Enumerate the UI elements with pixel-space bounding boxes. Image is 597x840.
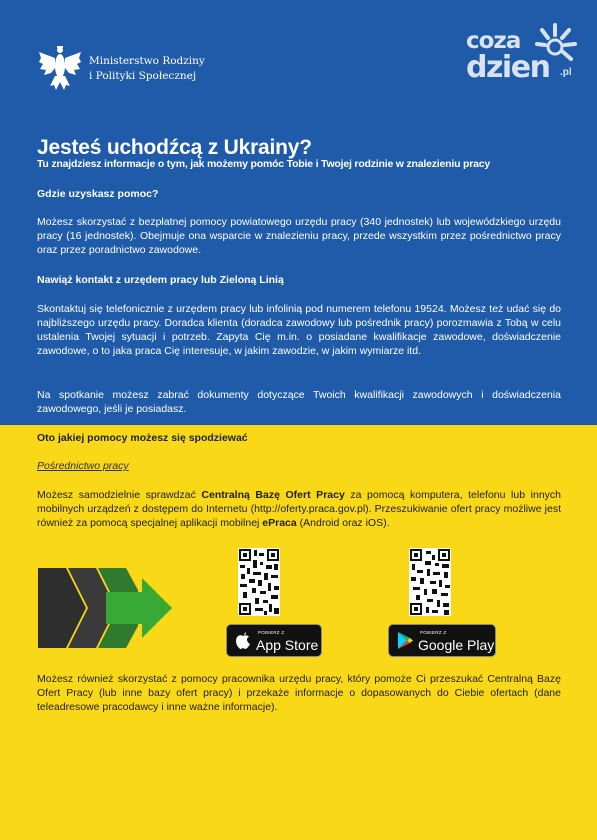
section1-heading: Gdzie uzyskasz pomoc?: [37, 188, 159, 200]
app-store-small-label: POBIERZ Z: [258, 630, 285, 635]
app-store-label: App Store: [256, 637, 319, 653]
section3-text: [37, 488, 561, 530]
central-job-base-label: Centralną Bazę Ofert Pracy: [201, 489, 345, 501]
brand-line1: coza: [466, 28, 521, 54]
ministry-name-line1: Ministerstwo Rodziny: [89, 55, 205, 67]
google-play-button[interactable]: [388, 624, 496, 657]
ministry-logo: [37, 44, 205, 94]
apple-icon: [235, 631, 251, 650]
section2-heading: Nawiąż kontakt z urzędem pracy lub Zieloną Linią: [37, 274, 284, 286]
ministry-name-line2: i Polityki Społecznej: [89, 70, 197, 82]
qr-code-icon: [238, 548, 280, 616]
google-play-small-label: POBIERZ Z: [420, 630, 447, 635]
arrows-graphic: [38, 568, 173, 648]
section3-text-c: za pomocą komputera, telefonu lub innych mobilnych urządzeń z dostępem do Internetu (http://oferty.praca.gov.pl). Przeszukiwanie ofert pracy możliwe jest również za pomocą specjalnej aplikacji mobilnej: [37, 489, 561, 529]
brand-logo: [466, 22, 578, 84]
qr-code-googleplay[interactable]: [409, 548, 451, 616]
section2-text2: Na spotkanie możesz zabrać dokumenty dotyczące Twoich kwalifikacji zawodowych i doświadczenia zawodowego, jeśli je posiadasz.: [37, 389, 561, 415]
page-subtitle: Tu znajdziesz informacje o tym, jak możemy pomóc Tobie i Twojej rodzinie w znalezieniu pracy: [37, 158, 491, 170]
section3-text-a: Możesz samodzielnie sprawdzać: [37, 489, 202, 501]
brand-suffix: .pl: [560, 67, 572, 78]
section1-text: Możesz skorzystać z bezpłatnej pomocy powiatowego urzędu pracy (340 jednostek) lub wojewódzkiego urzędu pracy (16 jednostek). Obejmuje ona wsparcie w znalezieniu pracy, przede wszystkim przez pośrednictwo pracy oraz przez poradnictwo zawodowe.: [37, 216, 561, 256]
qr-code-icon: [409, 548, 451, 616]
section3-subheading: Pośrednictwo pracy: [37, 460, 129, 472]
app-store-button[interactable]: [226, 624, 322, 657]
page-title: Jesteś uchodźcą z Ukrainy?: [37, 136, 312, 159]
google-play-label: Google Play: [418, 637, 495, 653]
epraca-label: ePraca: [262, 517, 297, 529]
eagle-icon: [37, 44, 83, 94]
section3-heading: Oto jakiej pomocy możesz się spodziewać: [37, 432, 248, 444]
qr-code-appstore[interactable]: [238, 548, 280, 616]
section2-text: Skontaktuj się telefonicznie z urzędem pracy lub infolinią pod numerem telefonu 19524. Możesz też udać się do najbliższego urzędu pracy. Doradca klienta (doradca zawodowy lub pośrednik pracy) porozmawia z Tobą w celu ustalenia Twojej sytuacji i potrzeb. Zapyta Cię m.in. o posiadane kwalifikacje zawodowe, doświadczenie zawodowe, o to jaka praca Cię interesuje, w jakim zawodzie, w jakim wymiarze itd.: [37, 303, 561, 357]
section4-text: Możesz również skorzystać z pomocy pracownika urzędu pracy, który pomoże Ci przeszukać Centralną Bazę Ofert Pracy (lub inne bazy ofert pracy) i przekaże informacje o dopasowanych do Ciebie ofertach (dane teleadresowe pracodawcy i inne ważne informacje).: [37, 673, 561, 713]
section3-text-e: (Android oraz iOS).: [296, 517, 390, 529]
brand-line2: dzien: [466, 50, 550, 85]
google-play-icon: [397, 631, 414, 650]
